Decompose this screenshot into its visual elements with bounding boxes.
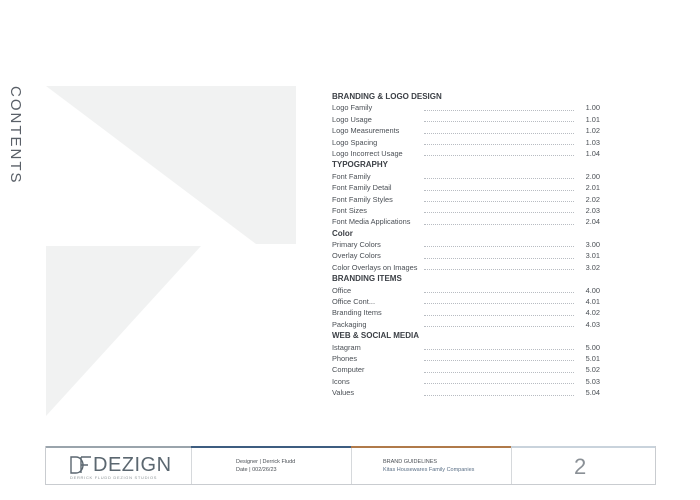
toc-entry-label: Primary Colors (332, 240, 381, 250)
toc-entry-page: 2.03 (585, 205, 600, 215)
toc-section-title: BRANDING ITEMS (332, 274, 402, 284)
toc-entry[interactable] (332, 364, 600, 375)
upper-triangle (46, 86, 296, 244)
dot-leader (424, 223, 574, 225)
dot-leader (424, 245, 574, 247)
guide-client: Kitas Housewares Family Companies (383, 467, 475, 473)
date-line: Date | 002/26/23 (236, 467, 277, 473)
dot-leader (424, 302, 574, 304)
toc-entry-label: Packaging (332, 319, 367, 329)
toc-entry-page: 5.04 (585, 388, 600, 398)
toc-entry[interactable] (332, 171, 600, 182)
toc-entry-page: 5.01 (585, 353, 600, 363)
toc-entry[interactable] (332, 239, 600, 250)
toc-entry-label: Overlay Colors (332, 251, 381, 261)
toc-entry-page: 1.03 (585, 137, 600, 147)
dot-leader (424, 211, 574, 213)
designer-line: Designer | Derrick Fludd (236, 459, 296, 465)
toc-entry-label: Logo Incorrect Usage (332, 148, 403, 158)
dot-leader (424, 359, 574, 361)
toc-entry[interactable] (332, 296, 600, 307)
dot-leader (424, 189, 574, 191)
toc-section-title: WEB & SOCIAL MEDIA (332, 331, 419, 341)
toc-section-title: TYPOGRAPHY (332, 160, 389, 170)
toc-entry-label: Font Sizes (332, 205, 367, 215)
toc-entry-page: 4.01 (585, 297, 600, 307)
toc-entry-page: 2.04 (585, 217, 600, 227)
toc-entry[interactable] (332, 262, 600, 273)
toc-entry[interactable] (332, 319, 600, 330)
decorative-triangles (46, 86, 296, 416)
toc-entry-label: Values (332, 388, 355, 398)
toc-entry-label: Logo Measurements (332, 126, 400, 136)
table-of-contents (332, 91, 600, 399)
lower-triangle (46, 246, 201, 416)
toc-section-title: Color (332, 228, 353, 238)
logo-subtitle: DERRICK FLUDD DEZIGN STUDIOS (70, 475, 158, 480)
toc-entry[interactable] (332, 125, 600, 136)
dot-leader (424, 177, 574, 179)
dot-leader (424, 348, 574, 350)
toc-entry-page: 1.01 (585, 114, 600, 124)
dot-leader (424, 120, 574, 122)
toc-entry-label: Color Overlays on Images (332, 262, 418, 272)
dot-leader (424, 371, 574, 373)
guide-title: BRAND GUIDELINES (383, 459, 438, 465)
toc-entry-page: 3.00 (585, 240, 600, 250)
toc-entry[interactable] (332, 342, 600, 353)
dot-leader (424, 325, 574, 327)
toc-entry-page: 2.01 (585, 183, 600, 193)
toc-entry-label: Logo Usage (332, 114, 372, 124)
toc-entry-label: Font Family Styles (332, 194, 393, 204)
footer-bar (45, 446, 656, 485)
toc-section-title: BRANDING & LOGO DESIGN (332, 92, 442, 101)
footer-designer-cell (191, 448, 351, 484)
dot-leader (424, 394, 574, 396)
toc-entry-page: 5.00 (585, 342, 600, 352)
toc-entry-label: Phones (332, 353, 358, 363)
dot-leader (424, 132, 574, 134)
toc-entry[interactable] (332, 216, 600, 227)
toc-entry-page: 4.02 (585, 308, 600, 318)
toc-entry-label: Office (332, 285, 352, 295)
toc-entry[interactable] (332, 182, 600, 193)
toc-entry[interactable] (332, 148, 600, 159)
toc-entry-label: Computer (332, 365, 365, 375)
df-monogram-icon (70, 456, 92, 474)
toc-entry-page: 1.00 (585, 103, 600, 113)
toc-entry[interactable] (332, 137, 600, 148)
contents-side-title: CONTENTS (7, 86, 24, 185)
toc-entry[interactable] (332, 387, 600, 398)
toc-entry-label: Office Cont... (332, 297, 375, 307)
footer-page-cell (511, 448, 655, 484)
toc-entry-page: 2.00 (585, 171, 600, 181)
toc-entry[interactable] (332, 205, 600, 216)
toc-entry-page: 1.04 (585, 148, 600, 158)
toc-entry-label: Font Media Applications (332, 217, 411, 227)
toc-entry-page: 4.03 (585, 319, 600, 329)
footer-guide-cell (351, 448, 511, 484)
toc-entry[interactable] (332, 194, 600, 205)
dot-leader (424, 154, 574, 156)
toc-entry-label: Logo Family (332, 103, 373, 113)
dot-leader (424, 291, 574, 293)
toc-entry-page: 1.02 (585, 126, 600, 136)
toc-entry-label: Istagram (332, 342, 361, 352)
dot-leader (424, 314, 574, 316)
footer-logo-cell (46, 448, 191, 484)
toc-entry-label: Font Family Detail (332, 183, 392, 193)
dot-leader (424, 382, 574, 384)
toc-entry[interactable] (332, 285, 600, 296)
dot-leader (424, 268, 574, 270)
toc-entry[interactable] (332, 307, 600, 318)
dot-leader (424, 200, 574, 202)
toc-entry-label: Logo Spacing (332, 137, 378, 147)
toc-entry[interactable] (332, 250, 600, 261)
logo-wordmark: DEZIGN (93, 454, 172, 476)
toc-entry-page: 3.02 (585, 262, 600, 272)
toc-entry-page: 2.02 (585, 194, 600, 204)
toc-entry-page: 4.00 (585, 285, 600, 295)
dot-leader (424, 109, 574, 111)
toc-entry[interactable] (332, 114, 600, 125)
dot-leader (424, 143, 574, 145)
toc-entry[interactable] (332, 102, 600, 113)
page-number: 2 (574, 454, 587, 479)
toc-entry-label: Icons (332, 376, 350, 386)
toc-entry[interactable] (332, 353, 600, 364)
toc-entry-page: 5.03 (585, 376, 600, 386)
toc-entry[interactable] (332, 376, 600, 387)
toc-entry-label: Branding Items (332, 308, 382, 318)
toc-entry-page: 5.02 (585, 365, 600, 375)
toc-entry-page: 3.01 (585, 251, 600, 261)
dot-leader (424, 257, 574, 259)
toc-entry-label: Font Family (332, 171, 371, 181)
